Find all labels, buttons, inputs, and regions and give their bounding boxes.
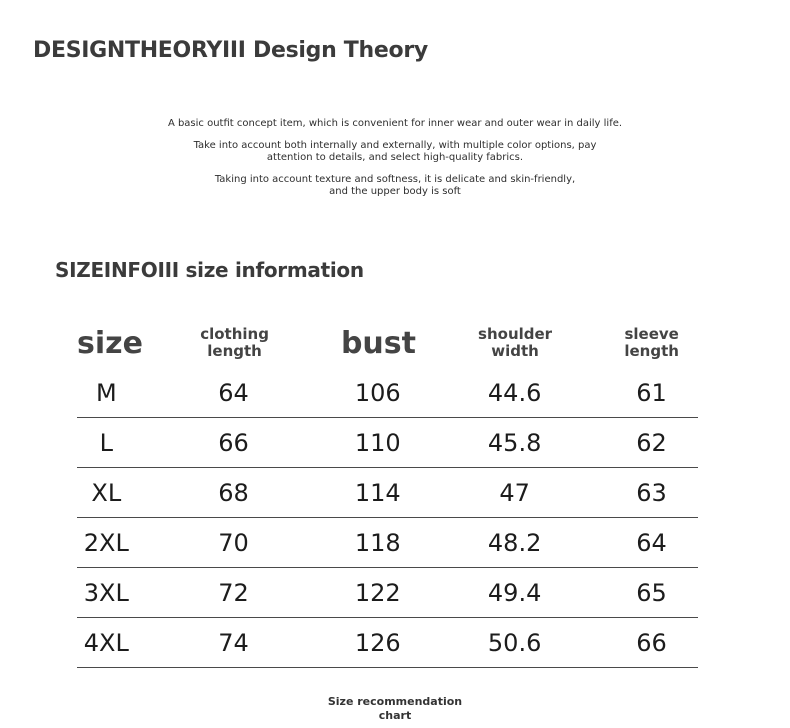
description-paragraph: [120, 140, 670, 164]
cell-bust: 118: [354, 528, 401, 557]
description-line: Taking into account texture and softness, it is delicate and skin-friendly,: [214, 174, 576, 185]
cell-size: 4XL: [83, 628, 129, 657]
header-line: width: [491, 342, 539, 360]
cell-bust: 126: [354, 628, 401, 657]
header-shoulder-width: [425, 326, 606, 360]
description-line: and the upper body is soft: [329, 186, 461, 197]
section-title: SIZEINFOIII size information: [55, 258, 364, 282]
cell-bust: 110: [354, 428, 401, 457]
cell-clothing-length: 72: [218, 578, 249, 607]
cell-shoulder-width: 50.6: [487, 628, 542, 657]
product-description: [120, 118, 670, 208]
cell-clothing-length: 74: [218, 628, 249, 657]
caption-line: Size recommendation: [327, 695, 463, 708]
header-line: clothing: [200, 325, 269, 343]
cell-clothing-length: 68: [218, 478, 249, 507]
description-line: A basic outfit concept item, which is convenient for inner wear and outer wear in daily life.: [167, 118, 623, 129]
table-row: [77, 618, 698, 668]
cell-shoulder-width: 48.2: [487, 528, 542, 557]
header-clothing-length: [137, 326, 332, 360]
cell-size: 2XL: [83, 528, 129, 557]
header-sleeve-length: [605, 326, 698, 360]
description-line: Take into account both internally and externally, with multiple color options, pay: [193, 140, 597, 151]
size-table: [77, 318, 698, 668]
table-row: [77, 418, 698, 468]
cell-bust: 122: [354, 578, 401, 607]
header-line: length: [624, 342, 679, 360]
cell-clothing-length: 66: [218, 428, 249, 457]
header-line: length: [207, 342, 262, 360]
cell-sleeve-length: 64: [636, 528, 667, 557]
table-header-row: [77, 318, 698, 368]
cell-shoulder-width: 49.4: [487, 578, 542, 607]
cell-shoulder-width: 44.6: [487, 378, 542, 407]
table-row: [77, 568, 698, 618]
cell-size: XL: [91, 478, 122, 507]
header-line: shoulder: [478, 325, 553, 343]
description-paragraph: [120, 118, 670, 130]
cell-clothing-length: 64: [218, 378, 249, 407]
cell-shoulder-width: 47: [499, 478, 530, 507]
cell-sleeve-length: 61: [636, 378, 667, 407]
cell-sleeve-length: 66: [636, 628, 667, 657]
cell-clothing-length: 70: [218, 528, 249, 557]
description-paragraph: [120, 174, 670, 198]
cell-sleeve-length: 63: [636, 478, 667, 507]
cell-bust: 114: [354, 478, 401, 507]
cell-size: M: [95, 378, 117, 407]
cell-size: L: [99, 428, 114, 457]
table-row: [77, 518, 698, 568]
table-caption: [315, 695, 475, 723]
header-line: sleeve: [624, 325, 679, 343]
caption-line: chart: [378, 709, 412, 722]
header-size: size: [77, 325, 143, 361]
table-row: [77, 468, 698, 518]
cell-shoulder-width: 45.8: [487, 428, 542, 457]
cell-sleeve-length: 65: [636, 578, 667, 607]
description-line: attention to details, and select high-quality fabrics.: [266, 152, 524, 163]
table-row: [77, 368, 698, 418]
header-bust: bust: [340, 325, 416, 361]
cell-sleeve-length: 62: [636, 428, 667, 457]
cell-size: 3XL: [83, 578, 129, 607]
cell-bust: 106: [354, 378, 401, 407]
page-title: DESIGNTHEORYIII Design Theory: [33, 38, 428, 63]
